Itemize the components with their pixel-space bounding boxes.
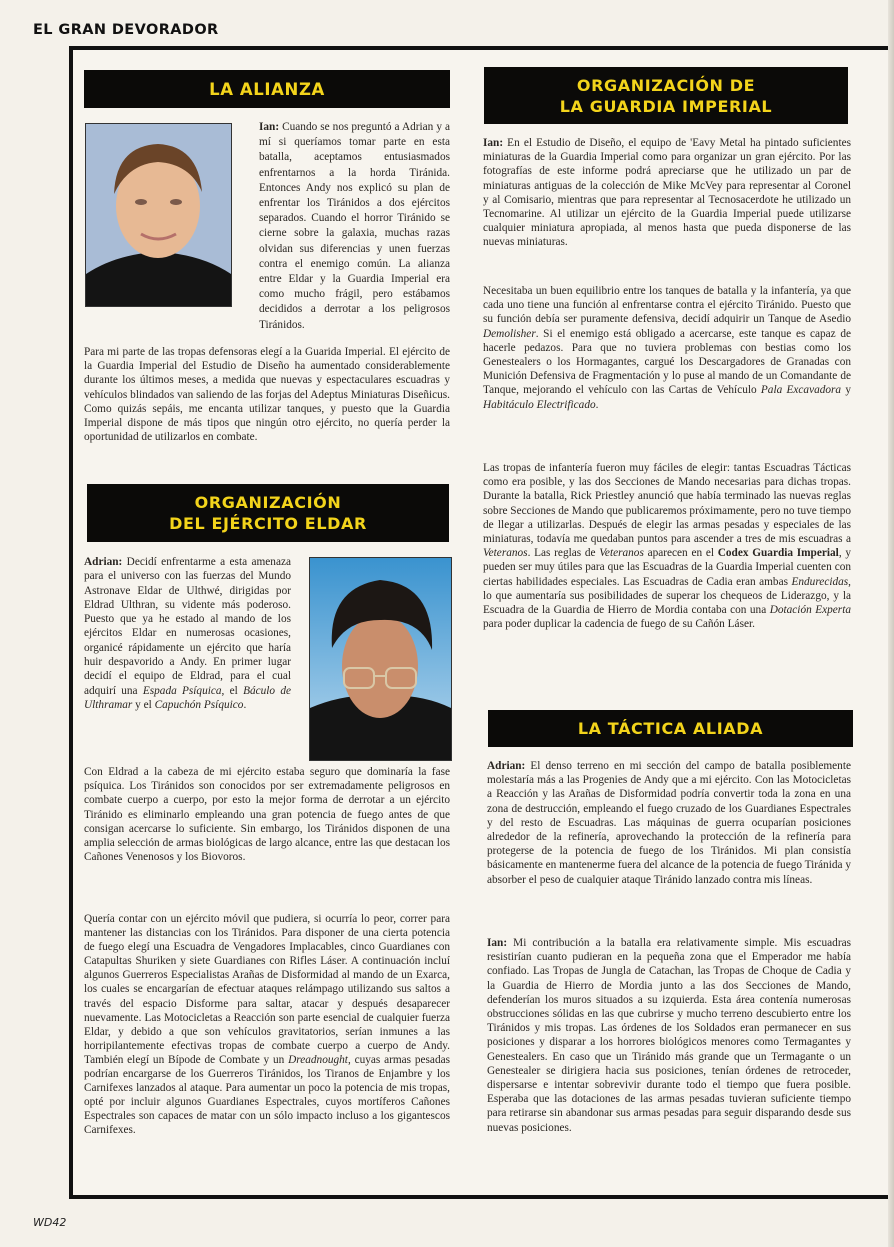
paragraph-text: aparecen en el [643, 547, 718, 560]
paragraph-text: Con Eldrad a la cabeza de mi ejército estaba seguro que dominaría la fase psíquica. Los Tiránidos son conocidos por ser extremadamente peligrosos en combate cuerpo a cuerpo, por esto la mejor forma de derrotar a un ejército Tiránido es eliminarlo empleando una gran potencia de fuego antes de que consigan acercarse lo suficiente. Sin embargo, los Tiránidos disponen de una amplia selección de armas biológicas de largo alcance, entre las que destacan los Cañones Venenosos y los Biovoros. [84, 766, 450, 864]
italic-term: Demolisher [483, 327, 536, 340]
italic-term: Dreadnought [288, 1053, 348, 1066]
banner-la-tactica-aliada [488, 710, 853, 747]
banner-la-alianza [84, 70, 450, 108]
banner-organizacion-guardia [484, 67, 848, 124]
eldar-paragraph-3 [84, 912, 450, 1138]
paragraph-text: , y pueden ser muy útiles para que las Escuadras de la Guardia Imperial cuenten con ciertas habilidades especiales. Las Escuadras de Cadia eran ambas [483, 547, 852, 588]
italic-term: Espada Psíquica [142, 684, 222, 697]
alianza-paragraph-1 [259, 120, 450, 333]
banner-title: LA ALIANZA [209, 79, 325, 99]
banner-organizacion-eldar [87, 484, 449, 542]
page-number: WD42 [33, 1216, 67, 1229]
banner-title-line-1: ORGANIZACIÓN DE [576, 75, 756, 95]
paragraph-text: para poder duplicar la cadencia de fuego de su Cañón Láser. [483, 618, 755, 631]
guardia-paragraph-1 [483, 136, 851, 250]
page-header: EL GRAN DEVORADOR [33, 22, 219, 38]
italic-term: Habitáculo Electrificado [483, 398, 596, 411]
italic-term: Veteranos [599, 547, 644, 560]
italic-term: Veteranos [483, 547, 528, 560]
paragraph-text: En el Estudio de Diseño, el equipo de 'Eavy Metal ha pintado suficientes miniaturas de la Guardia Imperial como para organizar un gran ejército. Por las fotografías de este informe podrá apreciarse que he utilizado un par de miniaturas antiguas de la colección de Mike McVey para representar al Coronel y al Comisario, mientras que para representar al Tecnosacerdote he utilizado un Tecnomarine. Al utilizar un ejército de la Guardia Imperial puede utilizarse cualquier miniatura apropiada, al menos hasta que pueda disponerse de las nuevas miniaturas. [483, 137, 851, 249]
banner-title-line-2: LA GUARDIA IMPERIAL [559, 96, 773, 116]
page-edge-shadow [888, 0, 894, 1247]
italic-term: Pala Excavadora [760, 384, 842, 397]
banner-title-line-1: ORGANIZACIÓN [194, 493, 342, 512]
banner-title: LA TÁCTICA ALIADA [577, 719, 764, 738]
paragraph-text: . Si el enemigo está obligado a acercarse, este tanque es capaz de hacerle pedazos. Para que no tuviera problemas con bestias como los Genestealers o los Hormagantes, cargué los Descargadores de Granadas con Munición Defensiva de Fragmentación y lo puse al mando de un Comandante de Tanque, mejorando el vehículo con las Cartas de Vehículo [483, 327, 851, 397]
paragraph-text: El denso terreno en mi sección del campo de batalla posiblemente molestaría más a las Progenies de Andy que a mi ejército. Con las Motocicletas a Reacción y las Arañas de Disformidad podría convertir toda la zona en una zona de destrucción, empleando el fuego cruzado de los Guardianes Espectrales y del resto de Escuadras. Las máquinas de guerra ocuparían posiciones alrededor de la refinería, aprovechando la protección de la refinería para protegerse de la potencia de fuego de los Tiránidos. Mi plan consistía básicamente en mantenerme fuera del alcance de la potencia de fuego Tiránida y absorber el peso de cualquier ataque Tiránido lanzado contra mis líneas. [487, 760, 851, 886]
photo-ian [85, 123, 232, 307]
paragraph-text: Quería contar con un ejército móvil que pudiera, si ocurría lo peor, correr para mantener las distancias con los Tiránidos. Para disponer de una cierta potencia de fuego elegí una Escuadra de Vengadores Implacables, cinco Guardianes con Catapultas Shuriken y siete Guardianes con Rifles Láser. A continuación incluí algunos Guerreros Especialistas Arañas de Disformidad al mando de un Exarca, los cuales se encargarían de efectuar ataques relámpago utilizando sus saltos a través del espacio Disforme para saltar, atacar y después desaparecer nuevamente. Las Motocicletas a Reacción son parte esencial de cualquier fuerza Eldar, y debido a que son vehículos gravitatorios, serían inmunes a las horripilantemente efectivas tropas de combate cuerpo a cuerpo de Andy. También elegí un Bípode de Combate y un [84, 913, 450, 1066]
photo-adrian [309, 557, 452, 761]
italic-term: Dotación Experta [769, 604, 851, 617]
tactica-paragraph-1 [487, 759, 851, 887]
paragraph-text: Cuando se nos preguntó a Adrian y a mí si queríamos tomar parte en esta batalla, aceptamos entusiasmados enfrentarnos a la horda Tiránida. Entonces Andy nos explicó su plan de enfrentar los Tiránidos a dos ejércitos separados. Cuando el horror Tiránido se cierne sobre la galaxia, muchas razas olvidan sus diferencias y unen fuerzas contra el enemigo común. La alianza entre Eldar y la Guardia Imperial era como mucho frágil, pero estábamos decididos a derrotar a los peligrosos Tiránidos. [259, 121, 450, 331]
eldar-paragraph-2 [84, 765, 450, 864]
bold-term: Codex Guardia Imperial [717, 547, 839, 560]
italic-term: Capuchón Psíquico [154, 698, 244, 711]
paragraph-text: , cuyas armas pesadas podrían encargarse de los Guerreros Tiránidos, los Tiranos de Enjambre y los Carnifexes lanzados al ataque. Para aumentar un poco la potencia de mis tropas, opté por incluir algunos Guardianes Espectrales, cuyos mortíferos Cañones Espectrales son capaces de matar con un sólo impacto incluso a los gigantescos Carnifexes. [84, 1053, 451, 1137]
paragraph-text: , lo que aumentaría sus posibilidades de superar los chequeos de Liderazgo, y la Escuadra de la Guardia de Hierro de Mordia contaba con una [483, 575, 851, 617]
speaker-label: Adrian: [487, 760, 526, 772]
paragraph-text: Necesitaba un buen equilibrio entre los tanques de batalla y la infantería, ya que cada uno tiene una función al enfrentarse contra el ejército Tiránido. Puesto que su función debía ser puramente defensiva, decidí adquirir un Tanque de Asedio [483, 285, 851, 326]
paragraph-text: y [841, 384, 851, 397]
paragraph-text: . [595, 398, 599, 411]
speaker-label: Adrian: [84, 556, 123, 568]
paragraph-text: Decidí enfrentarme a esta amenaza para el universo con las fuerzas del Mundo Astronave Eldar de Ulthwé, dirigidas por Eldrad Ulthran, su vidente más poderoso. Puesto que ya he estado al mando de los ejércitos Eldar en numerosas ocasiones, organicé rápidamente un ejército que haría huir despavorido a Andy. En primer lugar decidí el equipo de Eldrad, para el cual adquirí una [84, 556, 291, 697]
speaker-label: Ian: [259, 121, 280, 133]
paragraph-text: y el [132, 698, 155, 711]
italic-term: Báculo de Ulthramar [84, 684, 291, 711]
portrait-ian-image [86, 124, 231, 306]
paragraph-text: Para mi parte de las tropas defensoras elegí a la Guarida Imperial. El ejército de la Guardia Imperial del Estudio de Diseño ha aumentado considerablemente durante los últimos meses, a medida que nuevas y espectaculares escuadras y vehículos blindados van saliendo de las forjas del Adeptus Miniaturas Diseñicus. Como quizás sepáis, me encanta utilizar tanques, y puesto que la Guardia Imperial dispone de más tipos que ningún otro ejército, no quería perder la oportunidad de utilizarlos en combate. [84, 346, 450, 444]
paragraph-text: , el [221, 684, 244, 697]
paragraph-text: . Las reglas de [527, 547, 600, 560]
paragraph-text: Las tropas de infantería fueron muy fáciles de elegir: tantas Escuadras Tácticas como era posible, y las dos Secciones de Mando necesarias para dichas tropas. Durante la batalla, Rick Priestley anunció que había terminado las nuevas reglas sobre Secciones de Mando que publicaremos próximamente, pero no tuve tiempo de llegar a utilizarlas. Después de elegir las armas pesadas y especiales de las miniaturas, todavía me quedaban puntos para ascender a tres de mis escuadras a [483, 462, 851, 546]
italic-term: Endurecidas [791, 575, 849, 588]
guardia-paragraph-3 [483, 461, 851, 631]
alianza-paragraph-2 [84, 345, 450, 444]
speaker-label: Ian: [483, 137, 504, 149]
paragraph-text: . [243, 698, 247, 711]
paragraph-text: Mi contribución a la batalla era relativamente simple. Mis escuadras resistirían cuanto pudieran en la pequeña zona que el Emperador me había confiado. Las Tropas de Jungla de Catachan, las Tropas de Choque de Cadia y la Guardia de Hierro de Mordia junto a las dos Secciones de Mando, defenderían los muros situados a su izquierda. Esta área contenía numerosas obstrucciones sólidas en las que cubrirse y mucho terreno descubierto entre los Tiránidos y mis tropas. Las órdenes de los Soldados eran permanecer en sus posiciones y disparar a los horrores biológicos menores como Termagantes y Genestealers. En caso que un Tiránido más grande que un Termagante o un Genestealer se dirigiera hacia sus posiciones, tenían órdenes de retroceder, dispersarse e intentar sobrevivir durante todo el tiempo que fuera posible. Esperaba que las dotaciones de las armas pesadas tuvieran suficiente tiempo para retirarse sin abandonar sus armas pesadas para seguir disparando desde sus nuevas posiciones. [487, 937, 851, 1134]
banner-title-line-2: DEL EJÉRCITO ELDAR [169, 514, 367, 533]
guardia-paragraph-2 [483, 284, 851, 412]
speaker-label: Ian: [487, 937, 508, 949]
eldar-paragraph-1 [84, 555, 291, 712]
portrait-adrian-image [310, 558, 451, 760]
tactica-paragraph-2 [487, 936, 851, 1135]
